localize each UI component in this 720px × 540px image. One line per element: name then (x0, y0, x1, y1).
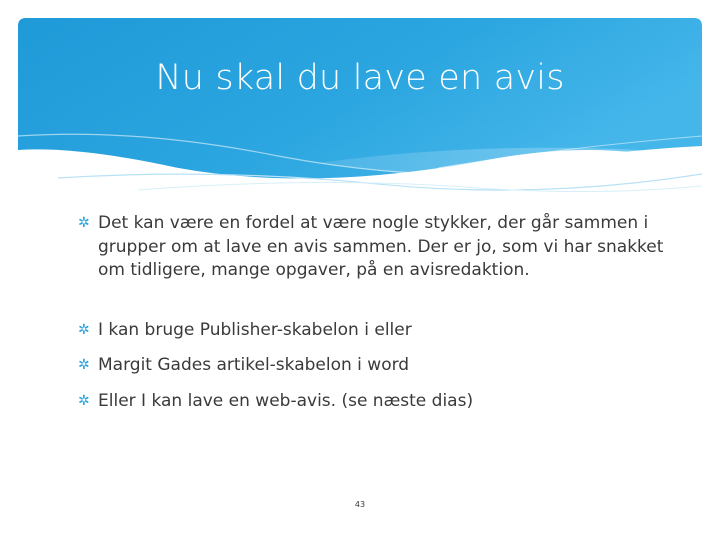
bullet-item (78, 354, 678, 378)
asterisk-bullet-icon: ✲ (78, 215, 90, 231)
bullet-item (78, 212, 678, 283)
bullet-text: Eller I kan lave en web-avis. (se næste dias) (98, 390, 474, 411)
bullet-list (78, 212, 678, 413)
bullet-text: I kan bruge Publisher-skabelon i eller (98, 319, 412, 340)
asterisk-bullet-icon: ✲ (78, 321, 90, 338)
bullet-item (78, 319, 678, 343)
slide-title: Nu skal du lave en avis (155, 58, 565, 98)
asterisk-bullet-icon: ✲ (78, 392, 90, 409)
bullet-text: Det kan være en fordel at være nogle stykker, der går sammen i grupper om at lave en avis sammen. Der er jo, som vi har snakket om tidligere, mange opgaver, på en avisredaktion. (98, 213, 664, 280)
bullet-item (78, 390, 678, 414)
title-banner (18, 18, 702, 198)
asterisk-bullet-icon: ✲ (78, 357, 90, 373)
wave-banner-graphic (18, 18, 702, 198)
page-number: 43 (354, 500, 366, 509)
bullet-text: Margit Gades artikel-skabelon i word (98, 355, 410, 375)
